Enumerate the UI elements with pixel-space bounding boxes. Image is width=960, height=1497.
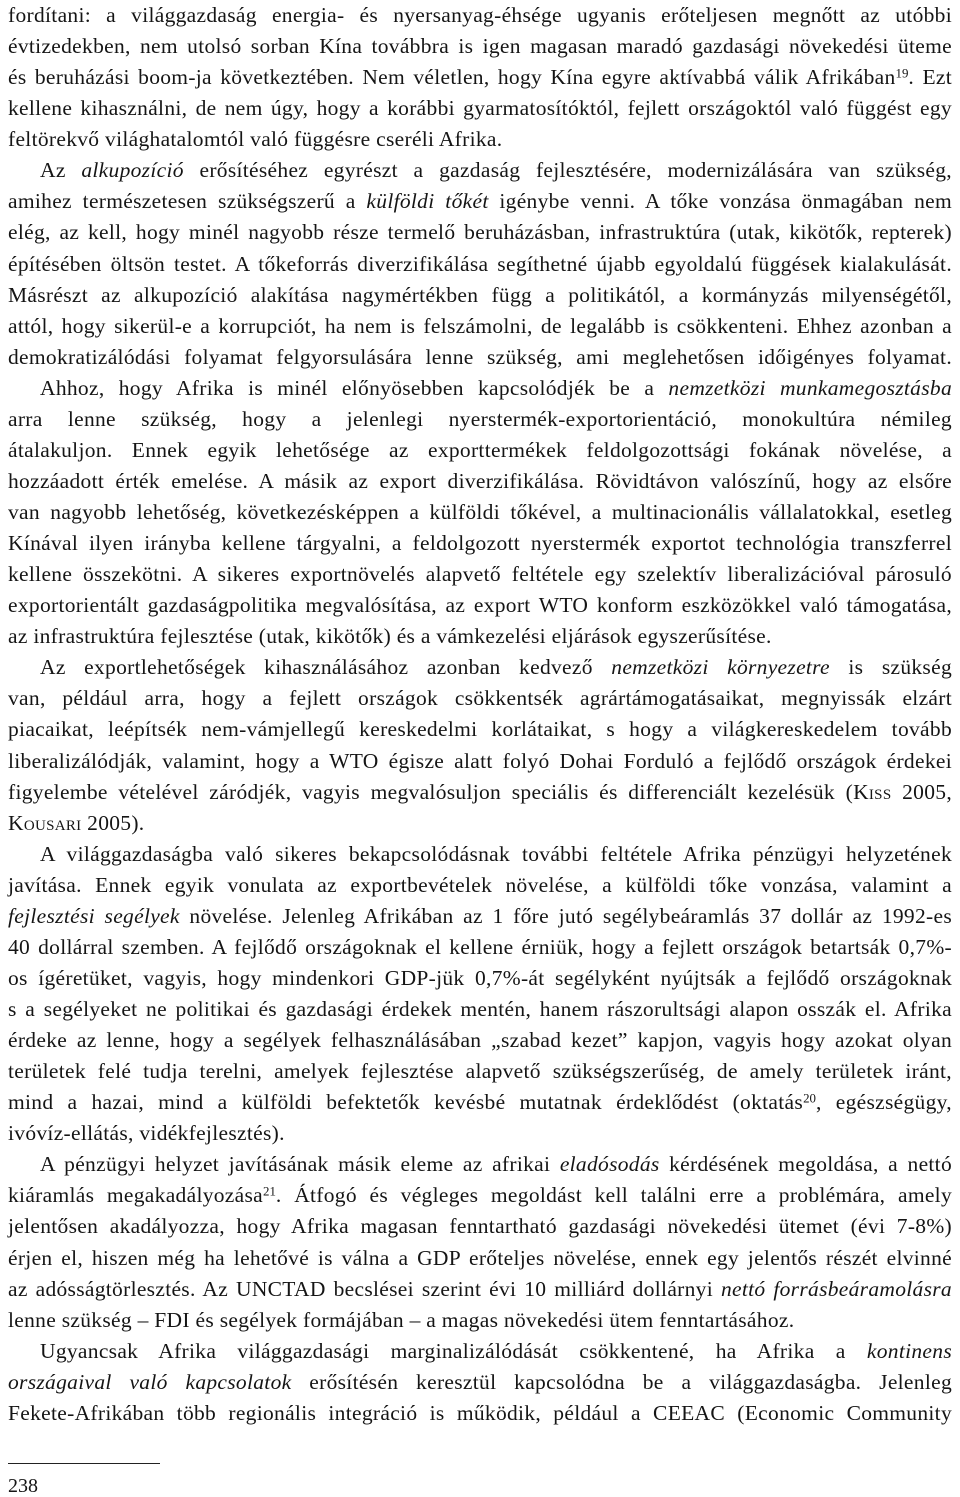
footnote-ref: 20 (803, 1091, 816, 1106)
text-run: 2005, (891, 779, 952, 804)
text-line: hozzáadott érték emelése. A másik az export diverzifikálása. Rövidtávon valószínű, hogy az elsőre (8, 468, 952, 493)
text-line (8, 1180, 952, 1211)
text-run: Ahhoz, hogy Afrika is minél előnyösebben kapcsolódjék be a (40, 375, 669, 400)
text-run: Ugyancsak Afrika világgazdasági marginalizálódását csökkentené, ha Afrika a (40, 1338, 867, 1363)
emphasis: nemzetközi munkamegosztásba (668, 375, 952, 400)
paragraph (8, 839, 952, 1150)
text-line: A világgazdaságba való sikeres bekapcsolódásnak további feltétele Afrika pénzügyi helyzetének (40, 841, 952, 866)
text-line: os ígéretüket, vagyis, hogy mindenkori GDP-jük 0,7%-át segélyként nyújtsák a fejlődő országoknak (8, 965, 952, 990)
text-run: erősítéséhez egyrészt a gazdaság fejlesztésére, modernizálására van szükség, (183, 158, 952, 183)
text-line: jelentősen akadályozza, hogy Afrika magasan fenntartható gazdasági növekedési ütemet (évi 7-8%) (8, 1214, 952, 1239)
text-line: ivóvíz-ellátás, vidékfejlesztés). (8, 1121, 285, 1146)
text-line: feltörekvő világhatalomtól való függésre cseréli Afrika. (8, 127, 503, 152)
text-line (8, 1336, 952, 1367)
text-run: A pénzügyi helyzet javításának másik eleme az afrikai (40, 1152, 560, 1177)
text-line (8, 808, 952, 839)
text-line: átalakuljon. Ennek egyik lehetősége az exporttermékek feldolgozottsági fokának növelése, a (8, 437, 952, 462)
text-line: kellene összekötni. A sikeres exportnövelés alapvető feltétele egy szelektív liberalizációval párosuló (8, 562, 952, 587)
text-line: liberalizálódják, valamint, hogy a WTO égisze alatt folyó Dohai Forduló a fejlődő országok érdekei (8, 748, 952, 773)
emphasis: külföldi tőkét (366, 189, 489, 214)
footnote-ref: 21 (263, 1184, 276, 1199)
text-line (8, 1087, 952, 1118)
emphasis: nettó forrásbeáramolásra (720, 1276, 952, 1301)
emphasis: országaival való kapcsolatok (8, 1369, 292, 1394)
text-line (8, 1274, 952, 1305)
text-line: piacaikat, leépítsék nem-vámjellegű kereskedelmi korlátaikat, s hogy a világkereskedelem tovább (8, 717, 952, 742)
text-run: és beruházási boom-ja következtében. Nem véletlen, hogy Kína egyre aktívabbá válik Afrikában (8, 65, 896, 90)
text-line: érdeke az lenne, hogy a segélyek felhasználásában „szabad kezet” kapjon, vagyis hogy azokat olyan (8, 1028, 952, 1053)
emphasis: kontinens (866, 1338, 952, 1363)
text-line: építésében öltsön testet. A tőkeforrás diverzifikálása segíthetné újabb egyoldalú függések kialakulását. (8, 251, 952, 276)
text-run: kiáramlás megakadályozása (8, 1183, 264, 1208)
author-citation: Kiss (853, 779, 892, 804)
text-line: arra lenne szükség, hogy a jelenlegi nyerstermék-exportorientáció, monokultúra némileg (8, 406, 952, 431)
text-line: területek felé tudja terelni, amelyek fejlesztése alapvető szükségszerűség, de amely területek iránt, (8, 1059, 952, 1084)
text-line: javítása. Ennek egyik vonulata az exportbevételek növelése, a külföldi tőke vonzása, valamint a (8, 872, 952, 897)
emphasis: eladósodás (559, 1152, 660, 1177)
paragraph (8, 0, 952, 155)
text-run: Az (40, 158, 82, 183)
text-line: demokratizálódási folyamat felgyorsulására lenne szükség, ami meglehetősen időigényes folyamat. (8, 344, 952, 369)
text-line (8, 186, 952, 217)
text-line: lenne szükség – FDI és segélyek formájában – a magas növekedési ütem fenntartásához. (8, 1307, 795, 1332)
text-line (8, 1367, 952, 1398)
text-line (8, 652, 952, 683)
text-line: Fekete-Afrikában több regionális integráció is működik, például a CEEAC (Economic Community (8, 1400, 952, 1425)
paragraph (8, 1149, 952, 1335)
text-run: 2005). (81, 810, 145, 835)
text-run: . Átfogó és végleges megoldást kell találni erre a problémára, amely (275, 1183, 953, 1208)
page-number: 238 (8, 1475, 38, 1497)
text-line: elég, az kell, hogy minél nagyobb része termelő beruházásban, infrastruktúra (utak, kikötők, repterek) (8, 220, 952, 245)
text-line: Másrészt az alkupozíció alakítása nagymértékben függ a politikától, a kormányzás milyenségétől, (8, 282, 952, 307)
text-line: az infrastruktúra fejlesztése (utak, kikötők) és a vámkezelési eljárások egyszerűsítése. (8, 624, 772, 649)
text-line (8, 1149, 952, 1180)
emphasis: nemzetközi környezetre (611, 655, 830, 680)
text-run: . Ezt (908, 65, 953, 90)
text-line: 40 dollárral szemben. A fejlődő országoknak el kellene érniük, hogy a fejlett országok betartsák 0,7%- (8, 934, 952, 959)
text-run: , egészségügy, (815, 1090, 952, 1115)
text-line: attól, hogy sikerül-e a korrupciót, ha nem is felszámolni, de legalább is csökkenteni. Ehhez azonban a (8, 313, 952, 338)
paragraph (8, 652, 952, 838)
emphasis: alkupozíció (81, 158, 184, 183)
text-line: fordítani: a világgazdaság energia- és nyersanyag-éhsége ugyanis erőteljesen megnőtt az utóbbi (8, 3, 952, 27)
text-line (8, 155, 952, 186)
text-run: mind a hazai, mind a külföldi befektetők kevésbé mutatnak érdeklődést (oktatás (8, 1090, 804, 1115)
emphasis: fejlesztési segélyek (8, 903, 180, 928)
paragraph (8, 373, 952, 653)
footnote-separator (8, 1463, 160, 1464)
text-run: növelése. Jelenleg Afrikában az 1 főre jutó segélybeáramlás 37 dollár az 1992-es (179, 903, 952, 928)
text-line: exportorientált gazdaságpolitika megvalósítása, az export WTO konform eszközökkel való támogatása, (8, 593, 952, 618)
text-run: kérdésének megoldása, a nettó (659, 1152, 953, 1177)
text-line (8, 373, 952, 404)
text-run: amihez természetesen szükségszerű a (8, 189, 367, 214)
text-line: évtizedekben, nem utolsó sorban Kína továbbra is igen magasan maradó gazdasági növekedési üteme (8, 34, 952, 59)
text-line: van, például arra, hogy a fejlett országok csökkentsék agrártámogatásaikat, megnyissák elzárt (8, 686, 952, 711)
text-run: igénybe venni. A tőke vonzása önmagában nem (488, 189, 953, 214)
text-line: Kínával ilyen irányba kellene tárgyalni, a feldolgozott nyerstermék exportot technológia transzferrel (8, 531, 952, 556)
text-run: is szükség (829, 655, 952, 680)
text-run: figyelembe vételével záródjék, vagyis megvalósuljon speciális és differenciált kezelésük ( (8, 779, 854, 804)
paragraph (8, 1336, 952, 1429)
text-line (8, 901, 952, 932)
author-citation: Kousari (8, 810, 82, 835)
text-run: erősítésén keresztül kapcsolódna be a világgazdaságba. Jelenleg (291, 1369, 952, 1394)
text-run: az adósságtörlesztés. Az UNCTAD becslései szerint évi 10 milliárd dollárnyi (8, 1276, 721, 1301)
paragraph (8, 155, 952, 372)
text-run: Az exportlehetőségek kihasználásához azonban kedvező (40, 655, 612, 680)
body-text (8, 0, 952, 1429)
text-line: s a segélyeket ne politikai és gazdasági érdekek mentén, hanem rászorultsági alapon osszák el. Afrika (8, 997, 952, 1021)
footnote-ref: 19 (895, 66, 909, 81)
text-line (8, 777, 952, 808)
text-line: érjen el, hiszen még ha lehetővé is válna a GDP erőteljes növelése, ennek egy jelentős részét elvinné (8, 1245, 952, 1270)
text-line: van nagyobb lehetőség, következésképpen a külföldi tőkével, a multinacionális vállalatokkal, esetleg (8, 500, 952, 524)
text-line (8, 62, 952, 93)
text-line: kellene kihasználni, de nem úgy, hogy a korábbi gyarmatosítóktól, fejlett országoktól való függést egy (8, 96, 952, 121)
